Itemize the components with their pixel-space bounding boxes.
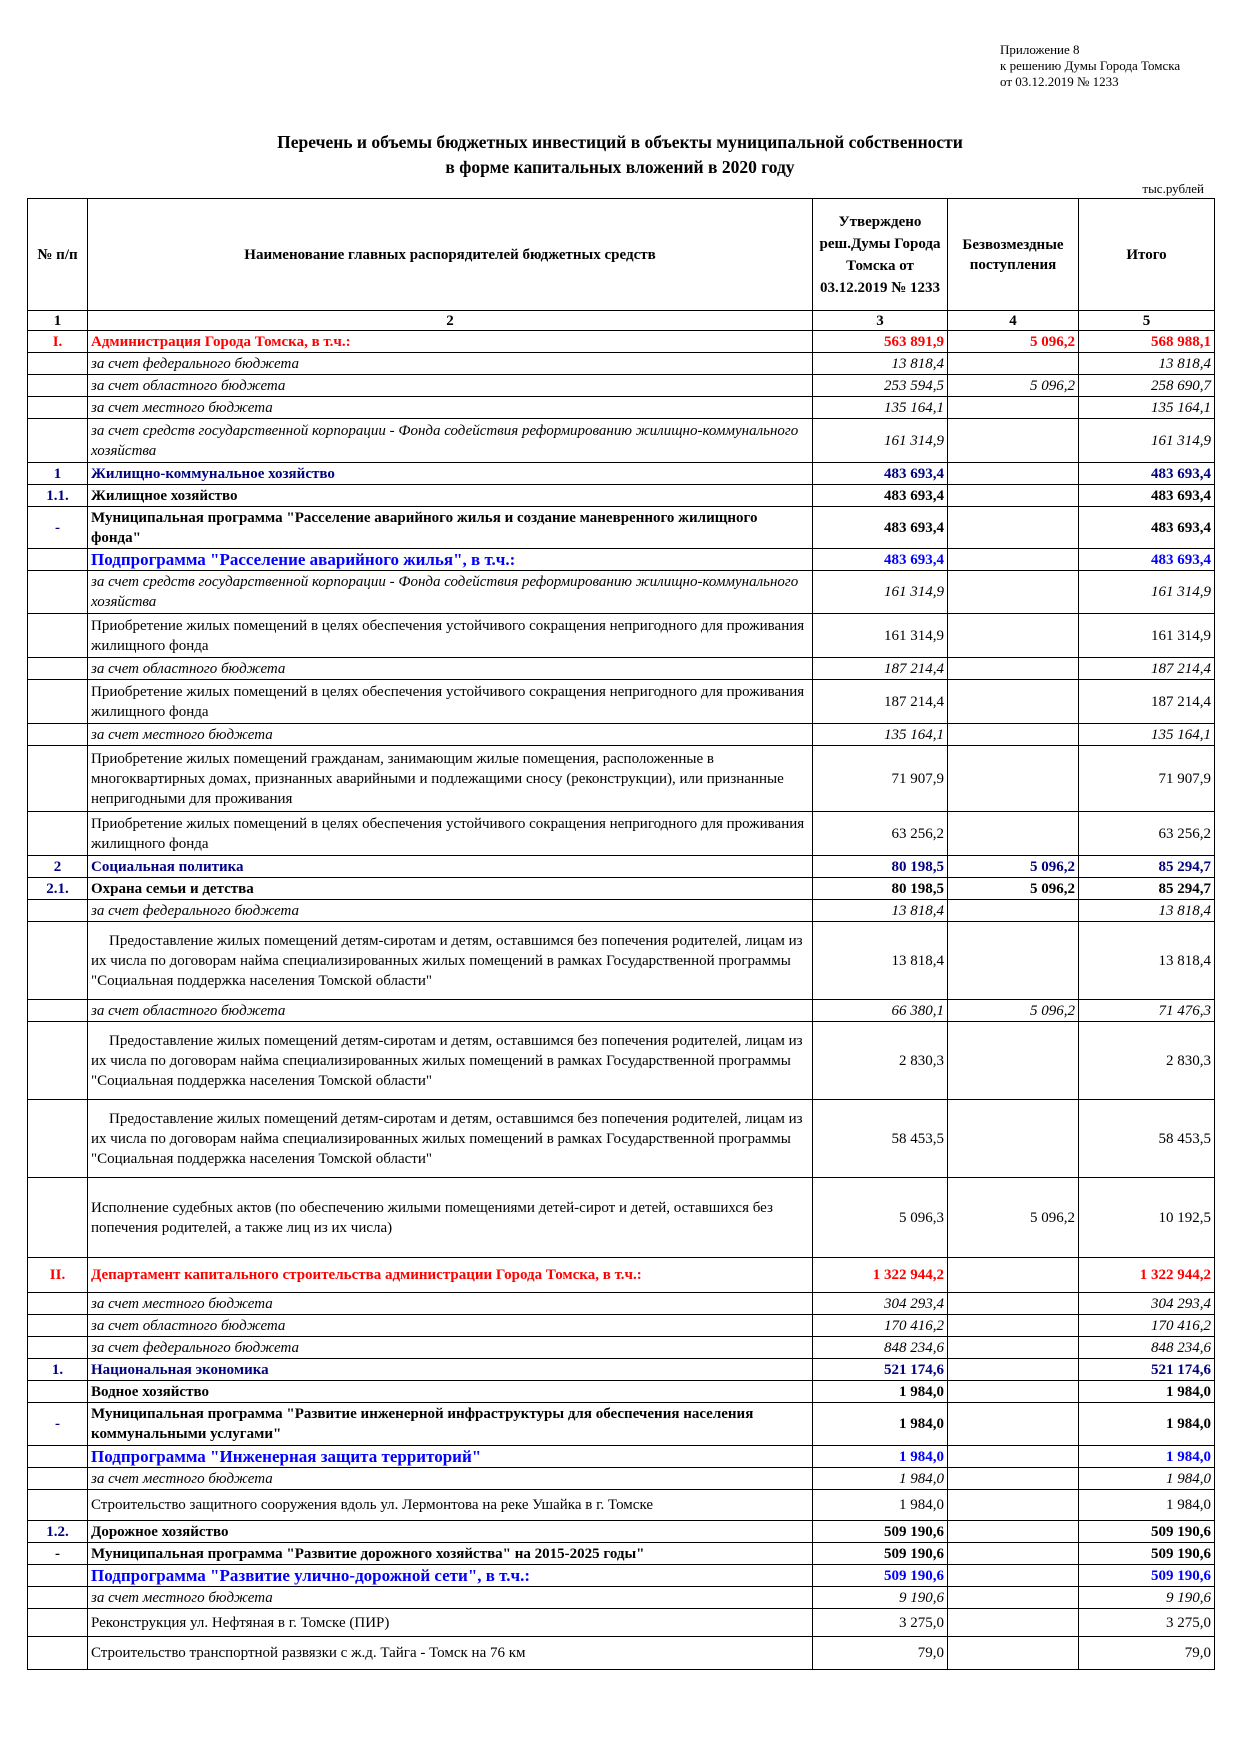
approved-value: 509 190,6 bbox=[813, 1565, 948, 1587]
approved-value: 170 416,2 bbox=[813, 1315, 948, 1337]
row-number: - bbox=[28, 507, 88, 549]
table-row bbox=[28, 1521, 1215, 1543]
row-name: Дорожное хозяйство bbox=[88, 1521, 813, 1543]
row-number bbox=[28, 419, 88, 463]
row-number: II. bbox=[28, 1258, 88, 1293]
table-row bbox=[28, 507, 1215, 549]
approved-value: 521 174,6 bbox=[813, 1359, 948, 1381]
total-value: 304 293,4 bbox=[1079, 1293, 1215, 1315]
table-row bbox=[28, 878, 1215, 900]
total-value: 79,0 bbox=[1079, 1637, 1215, 1670]
header-approved: Утверждено реш.Думы Города Томска от 03.12.2019 № 1233 bbox=[813, 199, 948, 311]
gratuitous-value: 5 096,2 bbox=[948, 1178, 1079, 1258]
table-row bbox=[28, 1359, 1215, 1381]
gratuitous-value bbox=[948, 1258, 1079, 1293]
row-number bbox=[28, 922, 88, 1000]
row-number bbox=[28, 658, 88, 680]
table-row bbox=[28, 1178, 1215, 1258]
approved-value: 1 984,0 bbox=[813, 1446, 948, 1468]
row-number bbox=[28, 1637, 88, 1670]
row-number bbox=[28, 1337, 88, 1359]
table-row bbox=[28, 1100, 1215, 1178]
gratuitous-value: 5 096,2 bbox=[948, 856, 1079, 878]
approved-value: 58 453,5 bbox=[813, 1100, 948, 1178]
gratuitous-value bbox=[948, 507, 1079, 549]
row-name: Подпрограмма "Развитие улично-дорожной сети", в т.ч.: bbox=[88, 1565, 813, 1587]
gratuitous-value bbox=[948, 1587, 1079, 1609]
gratuitous-value bbox=[948, 1337, 1079, 1359]
gratuitous-value bbox=[948, 1543, 1079, 1565]
gratuitous-value bbox=[948, 1359, 1079, 1381]
table-row bbox=[28, 331, 1215, 353]
row-number bbox=[28, 1468, 88, 1490]
table-row bbox=[28, 1609, 1215, 1637]
total-value: 58 453,5 bbox=[1079, 1100, 1215, 1178]
table-row bbox=[28, 724, 1215, 746]
approved-value: 63 256,2 bbox=[813, 812, 948, 856]
gratuitous-value: 5 096,2 bbox=[948, 878, 1079, 900]
approved-value: 187 214,4 bbox=[813, 658, 948, 680]
row-name: за счет федерального бюджета bbox=[88, 1337, 813, 1359]
row-name: за счет областного бюджета bbox=[88, 375, 813, 397]
table-row bbox=[28, 1337, 1215, 1359]
row-name: Жилищное хозяйство bbox=[88, 485, 813, 507]
column-number: 5 bbox=[1079, 311, 1215, 331]
gratuitous-value bbox=[948, 658, 1079, 680]
row-number bbox=[28, 1490, 88, 1521]
row-number bbox=[28, 1609, 88, 1637]
gratuitous-value bbox=[948, 1468, 1079, 1490]
row-number bbox=[28, 1446, 88, 1468]
approved-value: 1 322 944,2 bbox=[813, 1258, 948, 1293]
approved-value: 13 818,4 bbox=[813, 922, 948, 1000]
row-number bbox=[28, 724, 88, 746]
column-numbers-row bbox=[28, 311, 1215, 331]
table-row bbox=[28, 1587, 1215, 1609]
approved-value: 80 198,5 bbox=[813, 878, 948, 900]
row-name: Приобретение жилых помещений в целях обеспечения устойчивого сокращения непригодного для проживания жилищного фонда bbox=[88, 614, 813, 658]
row-name: Строительство защитного сооружения вдоль ул. Лермонтова на реке Ушайка в г. Томске bbox=[88, 1490, 813, 1521]
total-value: 483 693,4 bbox=[1079, 463, 1215, 485]
approved-value: 304 293,4 bbox=[813, 1293, 948, 1315]
row-name: Социальная политика bbox=[88, 856, 813, 878]
approved-value: 483 693,4 bbox=[813, 549, 948, 571]
row-name: Приобретение жилых помещений в целях обеспечения устойчивого сокращения непригодного для проживания жилищного фонда bbox=[88, 812, 813, 856]
approved-value: 5 096,3 bbox=[813, 1178, 948, 1258]
row-name: Предоставление жилых помещений детям-сиротам и детям, оставшимся без попечения родителей, лицам из их числа по договорам найма специализированных жилых помещений в рамках Государственной программы "Социальная поддержка населения Томской области" bbox=[88, 922, 813, 1000]
row-name: за счет местного бюджета bbox=[88, 1468, 813, 1490]
gratuitous-value bbox=[948, 922, 1079, 1000]
row-number bbox=[28, 1178, 88, 1258]
total-value: 1 984,0 bbox=[1079, 1403, 1215, 1446]
gratuitous-value bbox=[948, 419, 1079, 463]
document-title bbox=[0, 130, 1240, 180]
table-body bbox=[28, 331, 1215, 1670]
row-name: Подпрограмма "Инженерная защита территорий" bbox=[88, 1446, 813, 1468]
row-number: 2 bbox=[28, 856, 88, 878]
header-total: Итого bbox=[1079, 199, 1215, 311]
approved-value: 66 380,1 bbox=[813, 1000, 948, 1022]
approved-value: 3 275,0 bbox=[813, 1609, 948, 1637]
row-name: Национальная экономика bbox=[88, 1359, 813, 1381]
row-number: - bbox=[28, 1543, 88, 1565]
approved-value: 509 190,6 bbox=[813, 1521, 948, 1543]
row-number bbox=[28, 746, 88, 812]
total-value: 135 164,1 bbox=[1079, 397, 1215, 419]
row-name: Администрация Города Томска, в т.ч.: bbox=[88, 331, 813, 353]
gratuitous-value bbox=[948, 812, 1079, 856]
total-value: 1 984,0 bbox=[1079, 1490, 1215, 1521]
table-row bbox=[28, 1293, 1215, 1315]
approved-value: 253 594,5 bbox=[813, 375, 948, 397]
approved-value: 79,0 bbox=[813, 1637, 948, 1670]
row-number bbox=[28, 1100, 88, 1178]
total-value: 71 907,9 bbox=[1079, 746, 1215, 812]
gratuitous-value bbox=[948, 1100, 1079, 1178]
approved-value: 509 190,6 bbox=[813, 1543, 948, 1565]
table-row bbox=[28, 1543, 1215, 1565]
row-name: за счет федерального бюджета bbox=[88, 900, 813, 922]
table-row bbox=[28, 1490, 1215, 1521]
row-name: за счет местного бюджета bbox=[88, 1587, 813, 1609]
units-label: тыс.рублей bbox=[1142, 181, 1204, 196]
approved-value: 135 164,1 bbox=[813, 724, 948, 746]
row-name: Приобретение жилых помещений гражданам, занимающим жилые помещения, расположенные в многоквартирных домах, признанных аварийными и подлежащими сносу (реконструкции), или признанные непригодными для проживания bbox=[88, 746, 813, 812]
row-number bbox=[28, 900, 88, 922]
total-value: 13 818,4 bbox=[1079, 900, 1215, 922]
appendix-note bbox=[1000, 42, 1180, 90]
approved-value: 161 314,9 bbox=[813, 614, 948, 658]
total-value: 509 190,6 bbox=[1079, 1521, 1215, 1543]
total-value: 161 314,9 bbox=[1079, 419, 1215, 463]
table-row bbox=[28, 614, 1215, 658]
gratuitous-value bbox=[948, 1315, 1079, 1337]
gratuitous-value bbox=[948, 1609, 1079, 1637]
row-number: - bbox=[28, 1403, 88, 1446]
gratuitous-value bbox=[948, 746, 1079, 812]
total-value: 568 988,1 bbox=[1079, 331, 1215, 353]
row-name: Приобретение жилых помещений в целях обеспечения устойчивого сокращения непригодного для проживания жилищного фонда bbox=[88, 680, 813, 724]
approved-value: 1 984,0 bbox=[813, 1490, 948, 1521]
row-name: за счет местного бюджета bbox=[88, 397, 813, 419]
column-number: 3 bbox=[813, 311, 948, 331]
approved-value: 848 234,6 bbox=[813, 1337, 948, 1359]
table-row bbox=[28, 680, 1215, 724]
total-value: 161 314,9 bbox=[1079, 571, 1215, 614]
table-row bbox=[28, 1258, 1215, 1293]
row-name: за счет местного бюджета bbox=[88, 1293, 813, 1315]
row-name: Предоставление жилых помещений детям-сиротам и детям, оставшимся без попечения родителей, лицам из их числа по договорам найма специализированных жилых помещений в рамках Государственной программы "Социальная поддержка населения Томской области" bbox=[88, 1022, 813, 1100]
table-row bbox=[28, 1315, 1215, 1337]
gratuitous-value bbox=[948, 549, 1079, 571]
total-value: 848 234,6 bbox=[1079, 1337, 1215, 1359]
table-row bbox=[28, 1565, 1215, 1587]
table-row bbox=[28, 856, 1215, 878]
row-number: I. bbox=[28, 331, 88, 353]
table-row bbox=[28, 1446, 1215, 1468]
row-number bbox=[28, 397, 88, 419]
row-name: Реконструкция ул. Нефтяная в г. Томске (ПИР) bbox=[88, 1609, 813, 1637]
total-value: 161 314,9 bbox=[1079, 614, 1215, 658]
total-value: 63 256,2 bbox=[1079, 812, 1215, 856]
gratuitous-value bbox=[948, 1521, 1079, 1543]
gratuitous-value: 5 096,2 bbox=[948, 375, 1079, 397]
row-number: 1.2. bbox=[28, 1521, 88, 1543]
approved-value: 483 693,4 bbox=[813, 507, 948, 549]
row-name: Муниципальная программа "Расселение аварийного жилья и создание маневренного жилищного фонда" bbox=[88, 507, 813, 549]
gratuitous-value bbox=[948, 1490, 1079, 1521]
gratuitous-value bbox=[948, 463, 1079, 485]
gratuitous-value bbox=[948, 1381, 1079, 1403]
header-name: Наименование главных распорядителей бюджетных средств bbox=[88, 199, 813, 311]
row-number bbox=[28, 812, 88, 856]
approved-value: 71 907,9 bbox=[813, 746, 948, 812]
gratuitous-value bbox=[948, 900, 1079, 922]
gratuitous-value bbox=[948, 1637, 1079, 1670]
row-name: Исполнение судебных актов (по обеспечению жилыми помещениями детей-сирот и детей, оставшихся без попечения родителей, а также лиц из их числа) bbox=[88, 1178, 813, 1258]
row-number bbox=[28, 680, 88, 724]
table-row bbox=[28, 485, 1215, 507]
total-value: 2 830,3 bbox=[1079, 1022, 1215, 1100]
table-row bbox=[28, 1022, 1215, 1100]
table-row bbox=[28, 463, 1215, 485]
row-number bbox=[28, 1587, 88, 1609]
row-number: 1 bbox=[28, 463, 88, 485]
row-number bbox=[28, 353, 88, 375]
approved-value: 9 190,6 bbox=[813, 1587, 948, 1609]
row-number bbox=[28, 1293, 88, 1315]
table-row bbox=[28, 746, 1215, 812]
table-row bbox=[28, 900, 1215, 922]
header-gratuitous: Безвозмездные поступления bbox=[948, 199, 1079, 311]
approved-value: 2 830,3 bbox=[813, 1022, 948, 1100]
gratuitous-value bbox=[948, 1565, 1079, 1587]
total-value: 483 693,4 bbox=[1079, 549, 1215, 571]
table-row bbox=[28, 922, 1215, 1000]
row-name: Подпрограмма "Расселение аварийного жилья", в т.ч.: bbox=[88, 549, 813, 571]
row-name: Предоставление жилых помещений детям-сиротам и детям, оставшимся без попечения родителей, лицам из их числа по договорам найма специализированных жилых помещений в рамках Государственной программы "Социальная поддержка населения Томской области" bbox=[88, 1100, 813, 1178]
row-number bbox=[28, 614, 88, 658]
table-row bbox=[28, 375, 1215, 397]
approved-value: 1 984,0 bbox=[813, 1381, 948, 1403]
row-name: Водное хозяйство bbox=[88, 1381, 813, 1403]
table-row bbox=[28, 812, 1215, 856]
gratuitous-value bbox=[948, 1403, 1079, 1446]
row-number: 1. bbox=[28, 1359, 88, 1381]
total-value: 1 984,0 bbox=[1079, 1446, 1215, 1468]
gratuitous-value: 5 096,2 bbox=[948, 331, 1079, 353]
table-row bbox=[28, 1381, 1215, 1403]
row-name: за счет областного бюджета bbox=[88, 1000, 813, 1022]
approved-value: 161 314,9 bbox=[813, 571, 948, 614]
gratuitous-value bbox=[948, 353, 1079, 375]
table-row bbox=[28, 1637, 1215, 1670]
table-row bbox=[28, 419, 1215, 463]
table-row bbox=[28, 571, 1215, 614]
column-number: 2 bbox=[88, 311, 813, 331]
row-number bbox=[28, 1000, 88, 1022]
table-row bbox=[28, 397, 1215, 419]
row-name: Жилищно-коммунальное хозяйство bbox=[88, 463, 813, 485]
total-value: 3 275,0 bbox=[1079, 1609, 1215, 1637]
approved-value: 80 198,5 bbox=[813, 856, 948, 878]
approved-value: 563 891,9 bbox=[813, 331, 948, 353]
total-value: 13 818,4 bbox=[1079, 353, 1215, 375]
total-value: 13 818,4 bbox=[1079, 922, 1215, 1000]
total-value: 135 164,1 bbox=[1079, 724, 1215, 746]
total-value: 10 192,5 bbox=[1079, 1178, 1215, 1258]
total-value: 509 190,6 bbox=[1079, 1565, 1215, 1587]
gratuitous-value bbox=[948, 680, 1079, 724]
total-value: 1 984,0 bbox=[1079, 1468, 1215, 1490]
column-number: 1 bbox=[28, 311, 88, 331]
row-number bbox=[28, 1565, 88, 1587]
approved-value: 187 214,4 bbox=[813, 680, 948, 724]
row-name: Охрана семьи и детства bbox=[88, 878, 813, 900]
row-number bbox=[28, 571, 88, 614]
row-number: 1.1. bbox=[28, 485, 88, 507]
approved-value: 13 818,4 bbox=[813, 900, 948, 922]
title-line: Перечень и объемы бюджетных инвестиций в объекты муниципальной собственности bbox=[277, 132, 963, 152]
gratuitous-value: 5 096,2 bbox=[948, 1000, 1079, 1022]
row-name: за счет областного бюджета bbox=[88, 1315, 813, 1337]
approved-value: 13 818,4 bbox=[813, 353, 948, 375]
approved-value: 1 984,0 bbox=[813, 1468, 948, 1490]
row-number bbox=[28, 375, 88, 397]
budget-table bbox=[27, 198, 1215, 1670]
column-number: 4 bbox=[948, 311, 1079, 331]
title-line: в форме капитальных вложений в 2020 году bbox=[445, 157, 795, 177]
gratuitous-value bbox=[948, 1446, 1079, 1468]
total-value: 483 693,4 bbox=[1079, 507, 1215, 549]
total-value: 71 476,3 bbox=[1079, 1000, 1215, 1022]
total-value: 1 984,0 bbox=[1079, 1381, 1215, 1403]
total-value: 509 190,6 bbox=[1079, 1543, 1215, 1565]
table-row bbox=[28, 1000, 1215, 1022]
total-value: 521 174,6 bbox=[1079, 1359, 1215, 1381]
row-name: за счет средств государственной корпорации - Фонда содействия реформированию жилищно-коммунального хозяйства bbox=[88, 419, 813, 463]
row-number: 2.1. bbox=[28, 878, 88, 900]
gratuitous-value bbox=[948, 1022, 1079, 1100]
table-row bbox=[28, 1403, 1215, 1446]
approved-value: 1 984,0 bbox=[813, 1403, 948, 1446]
total-value: 85 294,7 bbox=[1079, 856, 1215, 878]
header-row bbox=[28, 199, 1215, 311]
total-value: 170 416,2 bbox=[1079, 1315, 1215, 1337]
gratuitous-value bbox=[948, 614, 1079, 658]
gratuitous-value bbox=[948, 571, 1079, 614]
approved-value: 483 693,4 bbox=[813, 485, 948, 507]
row-name: за счет средств государственной корпорации - Фонда содействия реформированию жилищно-коммунального хозяйства bbox=[88, 571, 813, 614]
gratuitous-value bbox=[948, 485, 1079, 507]
gratuitous-value bbox=[948, 724, 1079, 746]
approved-value: 161 314,9 bbox=[813, 419, 948, 463]
total-value: 187 214,4 bbox=[1079, 658, 1215, 680]
total-value: 1 322 944,2 bbox=[1079, 1258, 1215, 1293]
row-number bbox=[28, 1315, 88, 1337]
total-value: 187 214,4 bbox=[1079, 680, 1215, 724]
table-row bbox=[28, 353, 1215, 375]
total-value: 483 693,4 bbox=[1079, 485, 1215, 507]
table-row bbox=[28, 549, 1215, 571]
row-name: Департамент капитального строительства администрации Города Томска, в т.ч.: bbox=[88, 1258, 813, 1293]
total-value: 258 690,7 bbox=[1079, 375, 1215, 397]
row-name: за счет федерального бюджета bbox=[88, 353, 813, 375]
appendix-line: Приложение 8 bbox=[1000, 42, 1080, 57]
appendix-line: к решению Думы Города Томска bbox=[1000, 58, 1181, 73]
row-name: Муниципальная программа "Развитие инженерной инфраструктуры для обеспечения населения коммунальными услугами" bbox=[88, 1403, 813, 1446]
gratuitous-value bbox=[948, 397, 1079, 419]
row-name: Муниципальная программа "Развитие дорожного хозяйства" на 2015-2025 годы" bbox=[88, 1543, 813, 1565]
row-name: за счет областного бюджета bbox=[88, 658, 813, 680]
total-value: 9 190,6 bbox=[1079, 1587, 1215, 1609]
table-row bbox=[28, 658, 1215, 680]
total-value: 85 294,7 bbox=[1079, 878, 1215, 900]
table-row bbox=[28, 1468, 1215, 1490]
approved-value: 135 164,1 bbox=[813, 397, 948, 419]
approved-value: 483 693,4 bbox=[813, 463, 948, 485]
header-number: № п/п bbox=[28, 199, 88, 311]
row-name: Строительство транспортной развязки с ж.д. Тайга - Томск на 76 км bbox=[88, 1637, 813, 1670]
appendix-line: от 03.12.2019 № 1233 bbox=[1000, 74, 1119, 89]
row-number bbox=[28, 549, 88, 571]
gratuitous-value bbox=[948, 1293, 1079, 1315]
row-number bbox=[28, 1381, 88, 1403]
row-name: за счет местного бюджета bbox=[88, 724, 813, 746]
row-number bbox=[28, 1022, 88, 1100]
